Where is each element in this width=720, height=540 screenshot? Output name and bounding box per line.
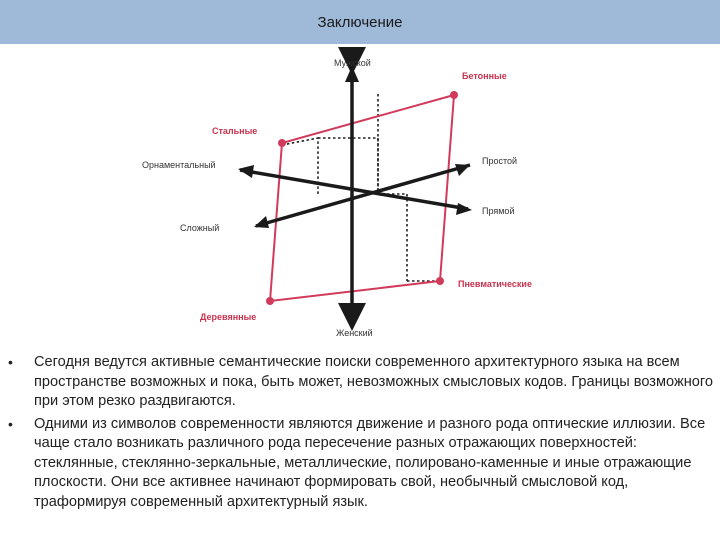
bullet-list	[8, 353, 714, 515]
corner-dot-top-right	[450, 91, 458, 99]
label-top-axis: Мужской	[334, 58, 371, 68]
axis-complex-straight	[256, 165, 470, 226]
corner-dot-bottom-left	[266, 297, 274, 305]
title-bar	[0, 0, 720, 44]
label-left-axis: Орнаментальный	[142, 160, 216, 170]
label-corner-top-right: Бетонные	[462, 71, 507, 81]
axes	[240, 68, 470, 324]
bullet-item	[8, 415, 714, 513]
bullet-dot-icon: •	[8, 415, 13, 432]
diagram-canvas	[0, 44, 720, 350]
label-lower-left-axis: Сложный	[180, 223, 220, 233]
corner-dot-top-left	[278, 139, 286, 147]
label-lower-right-axis: Прямой	[482, 206, 515, 216]
guide-lines	[282, 94, 440, 281]
bullet-dot-icon: •	[8, 354, 13, 370]
label-right-axis: Простой	[482, 156, 518, 166]
slide-title: Заключение	[317, 13, 403, 31]
label-corner-top-left: Стальные	[212, 126, 258, 136]
corner-dot-bottom-right	[436, 277, 444, 285]
bullet-text: Одними из символов современности являются движение и разного рода оптические иллюзии. Все чаще стало возникать различного рода пересечение разных отражающих поверхностей: стеклянные, стеклянно-зеркальные, металлические, полировано-каменные и иные отражающие плоскости. Они все активнее начинают формировать свой, необычный смысловой код, траформируя современный архитектурный язык.	[34, 415, 706, 510]
bullet-item	[8, 353, 714, 412]
label-corner-bottom-right: Пневматические	[458, 279, 532, 289]
semantic-plane	[270, 95, 454, 301]
label-bottom-axis: Женский	[336, 328, 373, 338]
bullet-text: Сегодня ведутся активные семантические поиски современного архитектурного языка на всем пространстве возможных и пока, быть может, невозможных смысловых кодов. Границы возможного при этом резко раздвигаются.	[34, 354, 714, 409]
semantic-diagram	[0, 44, 720, 350]
label-corner-bottom-left: Деревянные	[200, 312, 257, 322]
